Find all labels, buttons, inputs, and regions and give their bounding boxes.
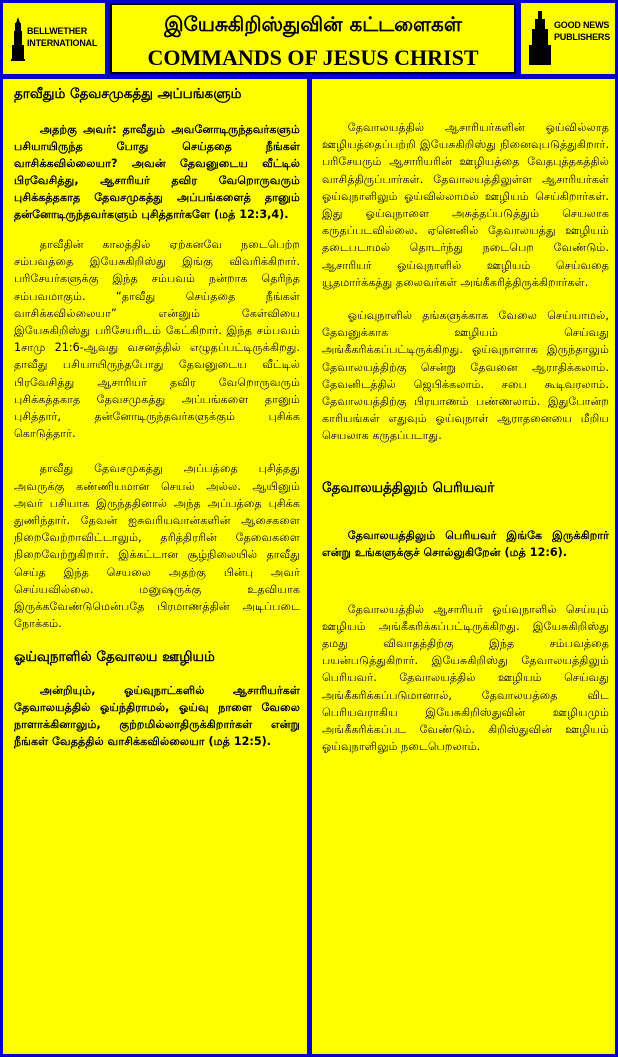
page-title-tamil: இயேசுகிறிஸ்துவின் கட்டளைகள் [164, 12, 462, 36]
logo-right-line2: PUBLISHERS [554, 32, 611, 42]
bellwether-logo [3, 3, 105, 74]
scripture-quote-matthew-12-5: அன்றியும், ஓய்வுநாட்களில் ஆசாரியர்கள் தேவாலயத்தில் ஓய்ந்திராமல், ஓய்வு நாளை வேலை நாளாக்கினாலும், குற்றமில்லாதிருக்கிறார்கள் என்று நீங்கள் வேதத்தில் வாசிக்கவில்லையா (மத் 12:5). [14, 684, 300, 749]
paragraph-priests-sabbath-service: தேவாலயத்தில் ஆசாரியர்களின் ஓய்வில்லாத ஊழியத்தைப்பற்றி இயேசுகிறிஸ்து நினைவுபடுத்துகிறார். பரிசேயரும் ஆசாரியரின் ஊழியத்தை வேதபுத்தகத்தில் வாசித்திருப்பார்கள். தேவாலயத்திலுள்ள ஆசாரியர்கள் ஓய்வுநாளிலும் ஓய்வில்லாமல் ஊழியம் செய்கிறார்கள். இது ஓய்வுநாளை அசுத்தப்படுத்தும் செயலாக கருதப்படவில்லை. ஏனெனில் தேவாலயத்து ஊழியம் தடைபடாமல் தொடர்ந்து நடைபெற வேண்டும். ஆசாரியர் ஓய்வுநாளில் ஊழியம் செய்வதை யூதமார்க்கத்து தலைவர்கள் அங்கீகரித்திருக்கிறார்கள். [322, 121, 609, 289]
scripture-quote-matthew-12-6: தேவாலயத்திலும் பெரியவர் இங்கே இருக்கிறார் என்று உங்களுக்குச் சொல்லுகிறேன் (மத் 12:6). [322, 528, 609, 559]
scripture-quote-matthew-12-3: அதற்கு அவர்: தாவீதும் அவனோடிருந்தவர்களும் பசியாயிருந்த போது செய்ததை நீங்கள் வாசிக்கவில்லையா? அவன் தேவனுடைய வீட்டில் பிரவேசித்து, ஆசாரியர் தவிர வேறொருவரும் புசிக்கத்தகாத தேவசமுகத்து அப்பங்களைத் தானும் தன்னோடிருந்தவர்களும் புசித்தார்களே (மத் 12:3,4). [14, 123, 300, 221]
section-heading-greater-than-temple: தேவாலயத்திலும் பெரியவர் [322, 479, 495, 496]
paragraph-david-history: தாவீதின் காலத்தில் ஏற்கனவே நடைபெற்ற சம்பவத்தை இயேசுகிறிஸ்து இங்கு விவரிக்கிறார். பரிசேயர்களுக்கு இந்த சம்பவம் நன்றாக தெரிந்த சம்பவமாகும். “தாவீது செய்ததை நீங்கள் வாசிக்கவில்லையா” என்னும் கேள்வியை இயேசுகிறிஸ்து பரிசேயரிடம் கேட்கிறார். இந்த சம்பவம் 1சாமு 21:6-ஆவது வசனத்தில் எழுதப்பட்டிருக்கிறது. தாவீது பசியாயிருந்தபோது தேவனுடைய வீட்டில் பிரவேசித்து ஆசாரியர் தவிர வேறொருவரும் புசிக்கத்தகாத தேவசமுகத்து அப்பங்களை தானும் புசித்தார், தன்னோடிருந்தவர்களுக்கும் புசிக்க கொடுத்தார். [14, 238, 300, 441]
paragraph-sabbath-worship: ஓய்வுநாளில் தங்களுக்காக வேலை செய்யாமல், தேவனுக்காக ஊழியம் செய்வது அங்கீகரிக்கப்பட்டிருக்கிறது. ஓய்வுநாளாக இருந்தாலும் தேவாலயத்திற்கு சென்று தேவனை ஆராதிக்கலாம். தேவனிடத்தில் ஜெபிக்கலாம். சபை கூடிவரலாம். தேவாலயத்திற்கு பிரயாணம் பண்ணலாம். இதுபோன்ற காரியங்கள் எதுவும் ஓய்வுநாள் ஆராதனையை மீறிய செயலாக கருதப்படாது. [322, 309, 609, 443]
bell-tower-icon [11, 17, 25, 61]
left-column [3, 79, 307, 1054]
logo-left-line2: INTERNATIONAL [27, 38, 98, 48]
right-column [312, 79, 615, 1054]
title-banner [110, 3, 516, 74]
section-heading-david-bread: தாவீதும் தேவசமுகத்து அப்பங்களும் [14, 86, 242, 102]
page-title-english: COMMANDS OF JESUS CHRIST [147, 45, 479, 70]
logo-right-line1: GOOD NEWS [554, 20, 610, 30]
building-icon [529, 11, 551, 65]
section-heading-sabbath-temple: ஓய்வுநாளில் தேவாலய ஊழியம் [14, 649, 215, 666]
good-news-logo [521, 3, 615, 74]
paragraph-christ-greater: தேவாலயத்தில் ஆசாரியர் ஓய்வுநாளில் செய்யும் ஊழியம் அங்கீகரிக்கப்பட்டிருக்கிறது. இயேசுகிறிஸ்து தமது விவாதத்திற்கு இந்த சம்பவத்தை பயன்படுத்துகிறார். இயேசுகிறிஸ்து தேவாலயத்திலும் பெரியவர். தேவாலயத்தில் ஊழியம் செய்வது அங்கீகரிக்கப்படுமானால், தேவாலயத்தை விட பெரியவராகிய இயேசுகிறிஸ்துவின் ஊழியமும் அங்கீகரிக்கப்பட வேண்டும். கிறிஸ்துவின் ஊழியம் ஓய்வுநாளிலும் நடைபெறலாம். [322, 602, 609, 754]
paragraph-david-bread-meaning: தாவீது தேவசமுகத்து அப்பத்தை புசித்தது அவருக்கு கண்ணியமான செயல் அல்ல. ஆயினும் அவர் பசியாக இருந்ததினால் அந்த அப்பத்தை புசிக்க துணிந்தார். தேவன் ஐசுவரியவான்களின் ஆசைகளை நிறைவேற்றாவிட்டாலும், தரித்திரரின் தேவைகளை நிறைவேற்றுகிறார். இக்கட்டான சூழ்நிலையில் தாவீது செய்த இந்த செயலை அதற்கு பின்பு அவர் செய்யவில்லை. மனுஷருக்கு உதவியாக இருக்கவேண்டுமென்பதே பிரமாணத்தின் அடிப்படை நோக்கம். [14, 462, 300, 631]
logo-left-line1: BELLWETHER [27, 26, 87, 36]
